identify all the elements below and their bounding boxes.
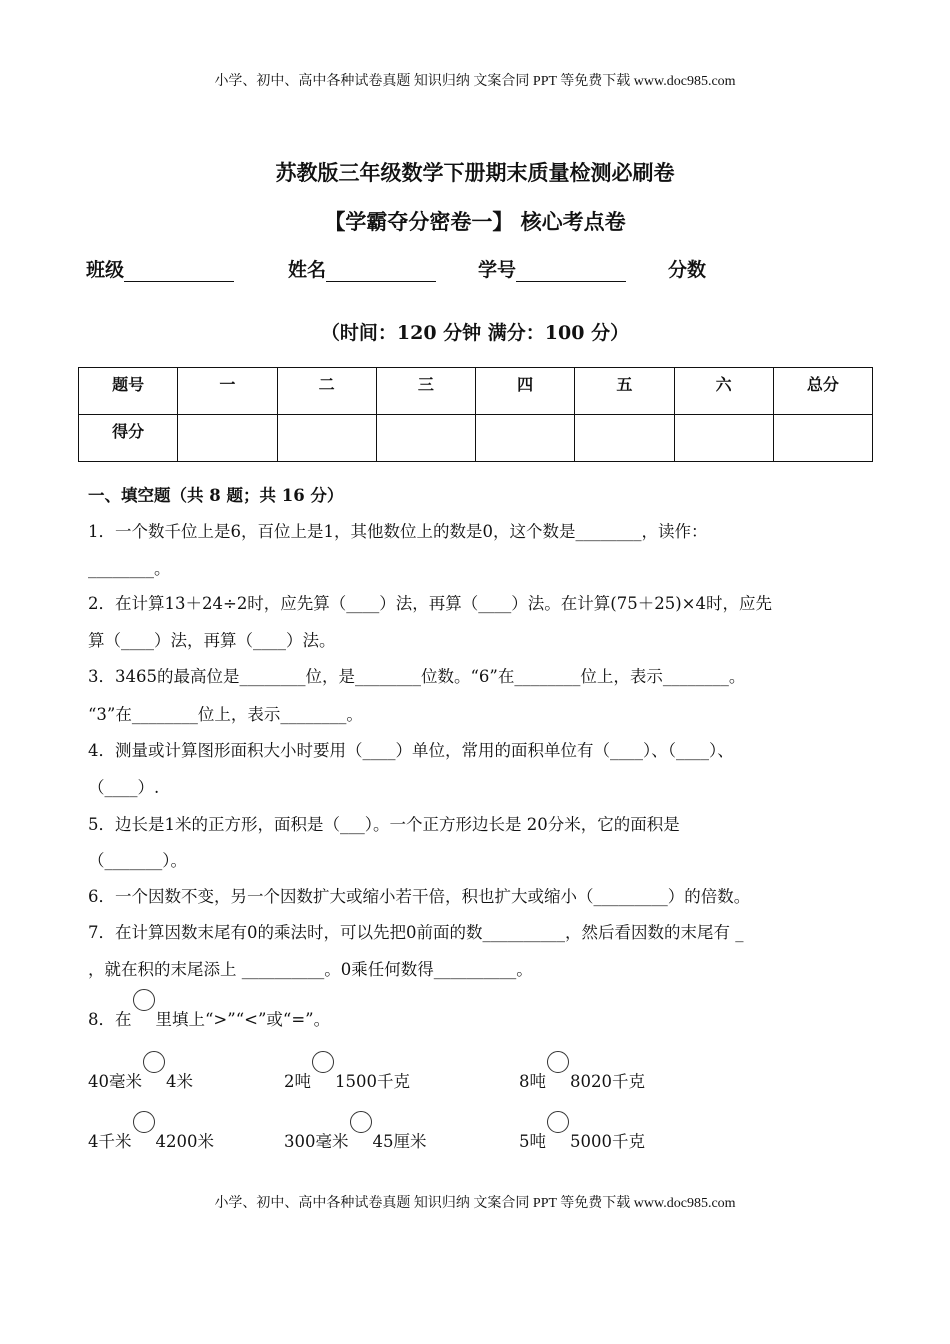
question-line: 5．边长是1米的正方形，面积是（___）。一个正方形边长是 20分米，它的面积是 [88,815,680,834]
question-line: 7．在计算因数末尾有0的乘法时，可以先把0前面的数__________，然后看因数的末尾有 _ [88,923,744,942]
comparison-right: 1500千克 [335,1072,410,1091]
comparison-left: 4千米 [88,1132,132,1151]
comparison-left: 300毫米 [284,1132,349,1151]
question-8 [88,1003,330,1030]
score-cell[interactable] [476,415,575,462]
question-line: （____）. [88,778,160,797]
table-header: 四 [476,368,575,415]
time-info: （时间：120 分钟 满分：100 分） [320,322,630,344]
class-label: 班级 [86,259,125,281]
table-header: 六 [674,368,773,415]
name-label: 姓名 [288,259,327,281]
question-line: 1．一个数千位上是6，百位上是1，其他数位上的数是0，这个数是________，读作： [88,522,708,541]
answer-circle[interactable] [312,1051,334,1073]
question-line: 算（____）法，再算（____）法。 [88,631,336,650]
footer-note: 小学、初中、高中各种试卷真题 知识归纳 文案合同 PPT 等免费下载 www.doc985.com [214,1196,736,1211]
answer-circle[interactable] [547,1111,569,1133]
section-heading: 一、填空题（共 8 题；共 16 分） [88,486,344,505]
comparison-right: 4200米 [155,1132,214,1151]
question-line: 3．3465的最高位是________位，是________位数。“6”在________位上，表示________。 [88,667,746,686]
page-title: 苏教版三年级数学下册期末质量检测必刷卷 [275,160,675,185]
comparison-left: 8吨 [519,1072,546,1091]
header-note: 小学、初中、高中各种试卷真题 知识归纳 文案合同 PPT 等免费下载 www.doc985.com [214,74,736,89]
id-label: 学号 [478,259,517,281]
answer-circle[interactable] [350,1111,372,1133]
comparison-item [284,1125,427,1152]
page-subtitle: 【学霸夺分密卷一】 核心考点卷 [324,209,626,234]
question-line: ________。 [88,559,171,578]
answer-circle[interactable] [133,1111,155,1133]
comparison-right: 5000千克 [570,1132,645,1151]
question-line: （_______）。 [88,851,187,870]
comparison-right: 4米 [166,1072,193,1091]
score-cell[interactable] [575,415,674,462]
comparison-left: 2吨 [284,1072,311,1091]
table-header: 一 [178,368,277,415]
comparison-item [519,1065,645,1092]
question-line: 6．一个因数不变，另一个因数扩大或缩小若干倍，积也扩大或缩小（_________）的倍数。 [88,887,751,906]
question-line: “3”在________位上，表示________。 [88,705,363,724]
score-table [78,367,873,462]
score-label: 分数 [668,259,707,281]
circle-icon [133,989,155,1011]
table-header-row [79,368,873,415]
table-header: 总分 [773,368,872,415]
answer-circle[interactable] [547,1051,569,1073]
comparison-right: 8020千克 [570,1072,645,1091]
table-header: 三 [376,368,475,415]
comparison-item [88,1125,214,1152]
question-line: ，就在积的末尾添上 __________。0乘任何数得__________。 [88,960,533,979]
comparison-item [284,1065,410,1092]
comparison-item [88,1065,193,1092]
question-line: 2．在计算13＋24÷2时，应先算（____）法，再算（____）法。在计算(75＋25)×4时，应先 [88,594,773,613]
comparison-right: 45厘米 [372,1132,427,1151]
name-field[interactable] [288,255,436,282]
score-cell[interactable] [277,415,376,462]
score-cell[interactable] [773,415,872,462]
id-field[interactable] [478,255,626,282]
score-cell[interactable] [376,415,475,462]
row-label: 得分 [79,415,178,462]
table-header: 二 [277,368,376,415]
table-header: 五 [575,368,674,415]
comparison-item [519,1125,645,1152]
class-field[interactable] [86,255,234,282]
table-row [79,415,873,462]
score-cell[interactable] [178,415,277,462]
table-header: 题号 [79,368,178,415]
score-cell[interactable] [674,415,773,462]
comparison-left: 40毫米 [88,1072,142,1091]
question-line: 4．测量或计算图形面积大小时要用（____）单位，常用的面积单位有（____）、（____）、 [88,741,734,760]
answer-circle[interactable] [143,1051,165,1073]
comparison-left: 5吨 [519,1132,546,1151]
q8-prefix: 8．在 [88,1010,132,1029]
q8-suffix: 里填上“>”“<”或“=”。 [155,1010,331,1029]
